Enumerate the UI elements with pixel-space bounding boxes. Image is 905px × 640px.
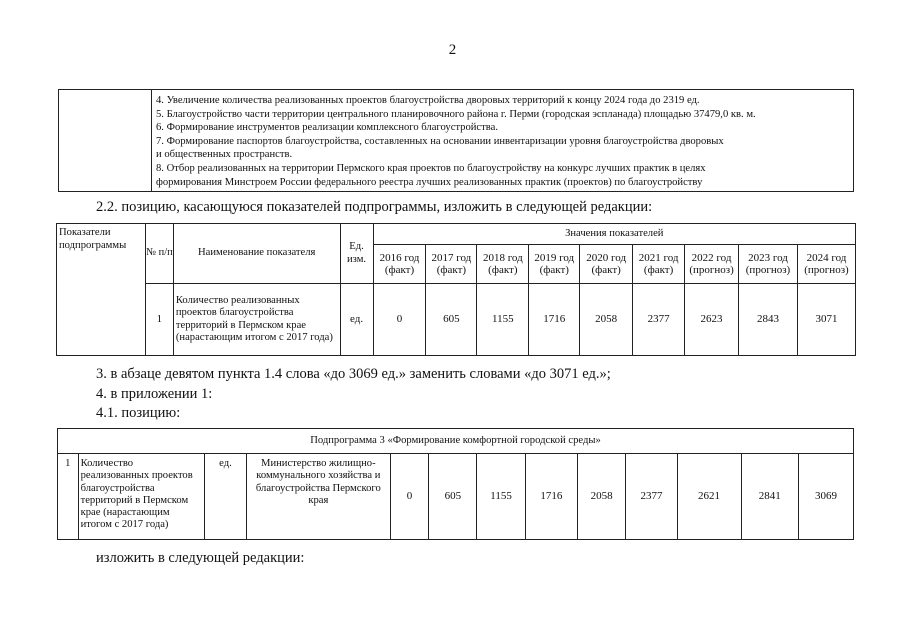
goal-item: 4. Увеличение количества реализованных проектов благоустройства дворовых территорий к концу 2024 года до 2319 ед.: [156, 95, 700, 106]
value-cell: 0: [390, 454, 429, 540]
value-cell: 605: [429, 454, 477, 540]
goal-item: 7. Формирование паспортов благоустройства, составленных на основании инвентаризации уровня благоустройства дворовых: [156, 135, 724, 147]
unit-value: ед.: [204, 454, 246, 540]
subprogram-title: Подпрограмма 3 «Формирование комфортной городской среды»: [58, 429, 854, 454]
num-header: № п/п: [145, 224, 173, 284]
indicators-header: Показатели подпрограммы: [57, 224, 146, 356]
paragraph-4-1: 4.1. позицию:: [96, 405, 181, 421]
goal-item: 5. Благоустройство части территории центрального планировочного района г. Перми (городская эспланада) площадью 37479,0 кв. м.: [156, 108, 756, 120]
value-cell: 2841: [741, 454, 799, 540]
program-table: [57, 428, 854, 540]
indicator-name: Количество реализованных проектов благоустройства территорий в Пермском крае (нарастающим итогом с 2017 года): [78, 454, 204, 540]
empty-cell: [59, 90, 152, 192]
value-cell: 1155: [477, 454, 525, 540]
indicators-table: [56, 223, 856, 356]
value-cell: 3071: [797, 284, 855, 356]
values-header: Значения показателей: [373, 224, 855, 245]
goals-list: [152, 90, 854, 192]
goal-item: и общественных пространств.: [156, 149, 293, 161]
paragraph-2-2: 2.2. позицию, касающуюся показателей подпрограммы, изложить в следующей редакции:: [96, 199, 653, 215]
unit-value: ед.: [340, 284, 373, 356]
goals-table: [58, 89, 854, 192]
row-number: 1: [145, 284, 173, 356]
responsible-ministry: Министерство жилищно-коммунального хозяйства и благоустройства Пермского края: [247, 454, 391, 540]
value-cell: 3069: [799, 454, 854, 540]
value-cell: 1716: [525, 454, 577, 540]
year-header: 2023 год (прогноз): [739, 245, 798, 284]
paragraph-4: 4. в приложении 1:: [96, 386, 213, 402]
name-header: Наименование показателя: [173, 224, 340, 284]
value-cell: 2377: [633, 284, 685, 356]
goal-item: формирования Минстроем России федерального реестра лучших реализованных практик (проектов) по благоустройству: [156, 176, 703, 188]
value-cell: 1155: [477, 284, 529, 356]
value-cell: 2621: [677, 454, 741, 540]
value-cell: 2058: [577, 454, 625, 540]
value-cell: 605: [426, 284, 477, 356]
paragraph-final: изложить в следующей редакции:: [96, 550, 305, 566]
value-cell: 0: [373, 284, 426, 356]
value-cell: 2843: [739, 284, 798, 356]
paragraph-3: 3. в абзаце девятом пункта 1.4 слова «до 3069 ед.» заменить словами «до 3071 ед.»;: [96, 366, 611, 382]
year-header: 2019 год (факт): [529, 245, 580, 284]
value-cell: 2377: [626, 454, 677, 540]
unit-header: Ед. изм.: [340, 224, 373, 284]
year-header: 2024 год (прогноз): [797, 245, 855, 284]
value-cell: 1716: [529, 284, 580, 356]
year-header: 2017 год (факт): [426, 245, 477, 284]
row-number: 1: [58, 454, 79, 540]
year-header: 2020 год (факт): [580, 245, 633, 284]
year-header: 2022 год (прогноз): [685, 245, 739, 284]
value-cell: 2058: [580, 284, 633, 356]
value-cell: 2623: [685, 284, 739, 356]
indicator-name: Количество реализованных проектов благоустройства территорий в Пермском крае (нарастающим итогом с 2017 года): [173, 284, 340, 356]
year-header: 2016 год (факт): [373, 245, 426, 284]
year-header: 2018 год (факт): [477, 245, 529, 284]
page-number: 2: [448, 42, 457, 58]
year-header: 2021 год (факт): [633, 245, 685, 284]
goal-item: 8. Отбор реализованных на территории Пермского края проектов по благоустройству на конкурс лучших практик в целях: [156, 162, 706, 174]
goal-item: 6. Формирование инструментов реализации комплексного благоустройства.: [156, 122, 498, 134]
